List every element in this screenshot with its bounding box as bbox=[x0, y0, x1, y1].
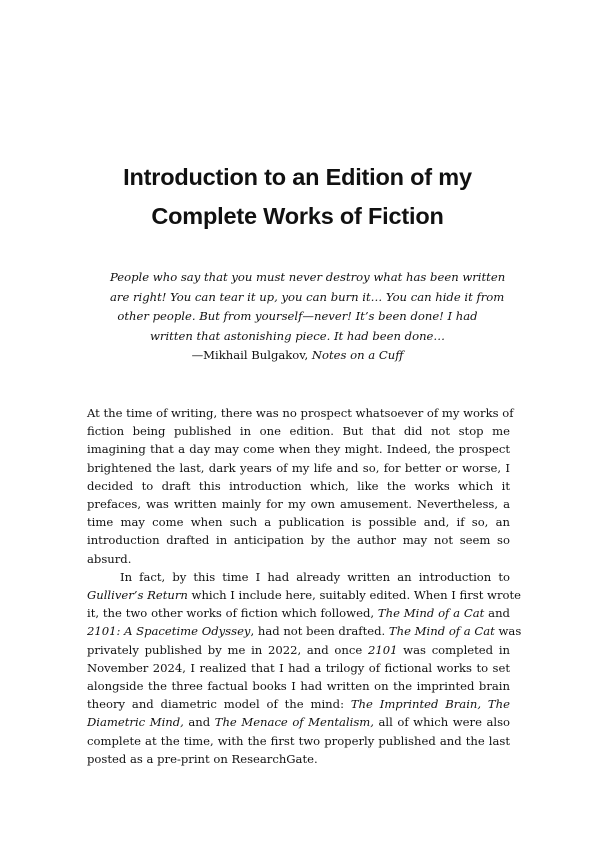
paragraph-2-line: it, the two other works of fiction which followed, The Mind of a Cat and bbox=[87, 606, 510, 621]
paragraph-1-line: introduction drafted in anticipation by the author may not seem so bbox=[87, 533, 510, 548]
paragraph-1-line: decided to draft this introduction which, like the works which it bbox=[87, 478, 510, 493]
attribution-work-title: Notes on a Cuff bbox=[311, 348, 404, 362]
paragraph-2-line: November 2024, I realized that I had a trilogy of fictional works to set bbox=[87, 660, 510, 675]
epigraph-line: written that astonishing piece. It had been done… bbox=[149, 328, 445, 343]
book-title: Diametric Mind, bbox=[87, 715, 184, 730]
body-text bbox=[87, 404, 522, 768]
paragraph-2-line: privately published by me in 2022, and once 2101 was completed in bbox=[87, 642, 510, 657]
paragraph-2-line: In fact, by this time I had already written an introduction to bbox=[120, 569, 510, 584]
paragraph-1-line: fiction being published in one edition. But that did not stop me bbox=[87, 424, 510, 439]
book-title: The Imprinted Brain, The bbox=[350, 697, 510, 712]
paragraph-2-line: posted as a pre-print on ResearchGate. bbox=[87, 751, 318, 766]
epigraph-line: other people. But from yourself—never! It’s been done! I had bbox=[117, 309, 478, 323]
paragraph-1-line: time may come when such a publication is possible and, if so, an bbox=[87, 515, 510, 530]
title-line-2: Complete Works of Fiction bbox=[151, 203, 444, 229]
paragraph-2-line: complete at the time, with the first two properly published and the last bbox=[87, 733, 510, 748]
paragraph-2-line: alongside the three factual books I had written on the imprinted brain bbox=[87, 679, 510, 694]
book-title: The Menace of Mentalism, bbox=[214, 715, 374, 730]
paragraph-2-line: Diametric Mind, and The Menace of Mentalism, all of which were also bbox=[87, 715, 511, 730]
book-title: 2101: A Spacetime Odyssey bbox=[87, 624, 251, 639]
title-line-1: Introduction to an Edition of my bbox=[123, 164, 472, 190]
book-title: 2101 bbox=[367, 642, 398, 657]
paragraph-1-line: brightened the last, dark years of my life and so, for better or worse, I bbox=[87, 460, 510, 475]
paragraph-1-line: prefaces, was written mainly for my own amusement. Nevertheless, a bbox=[87, 497, 510, 512]
paragraph-1-line: imagining that a day may come when they might. Indeed, the prospect bbox=[87, 442, 510, 457]
paragraph-1-line: absurd. bbox=[87, 551, 132, 566]
book-title: The Mind of a Cat bbox=[377, 606, 485, 621]
paragraph-2-line: Gulliver’s Return which I include here, suitably edited. When I first wrote bbox=[87, 588, 522, 603]
page-title bbox=[60, 158, 535, 236]
epigraph-line: People who say that you must never destroy what has been written bbox=[110, 270, 506, 284]
epigraph-line: are right! You can tear it up, you can burn it… You can hide it from bbox=[110, 289, 505, 304]
paragraph-2-line: theory and diametric model of the mind: The Imprinted Brain, The bbox=[87, 697, 510, 712]
paragraph-1-line: At the time of writing, there was no prospect whatsoever of my works of bbox=[87, 406, 514, 420]
epigraph bbox=[110, 268, 506, 366]
epigraph-attribution bbox=[110, 346, 485, 366]
attribution-author: —Mikhail Bulgakov, bbox=[191, 348, 312, 362]
book-title: The Mind of a Cat bbox=[388, 624, 495, 639]
paragraph-2-line: 2101: A Spacetime Odyssey, had not been drafted. The Mind of a Cat was bbox=[87, 624, 522, 639]
book-title: Gulliver’s Return bbox=[87, 588, 188, 603]
